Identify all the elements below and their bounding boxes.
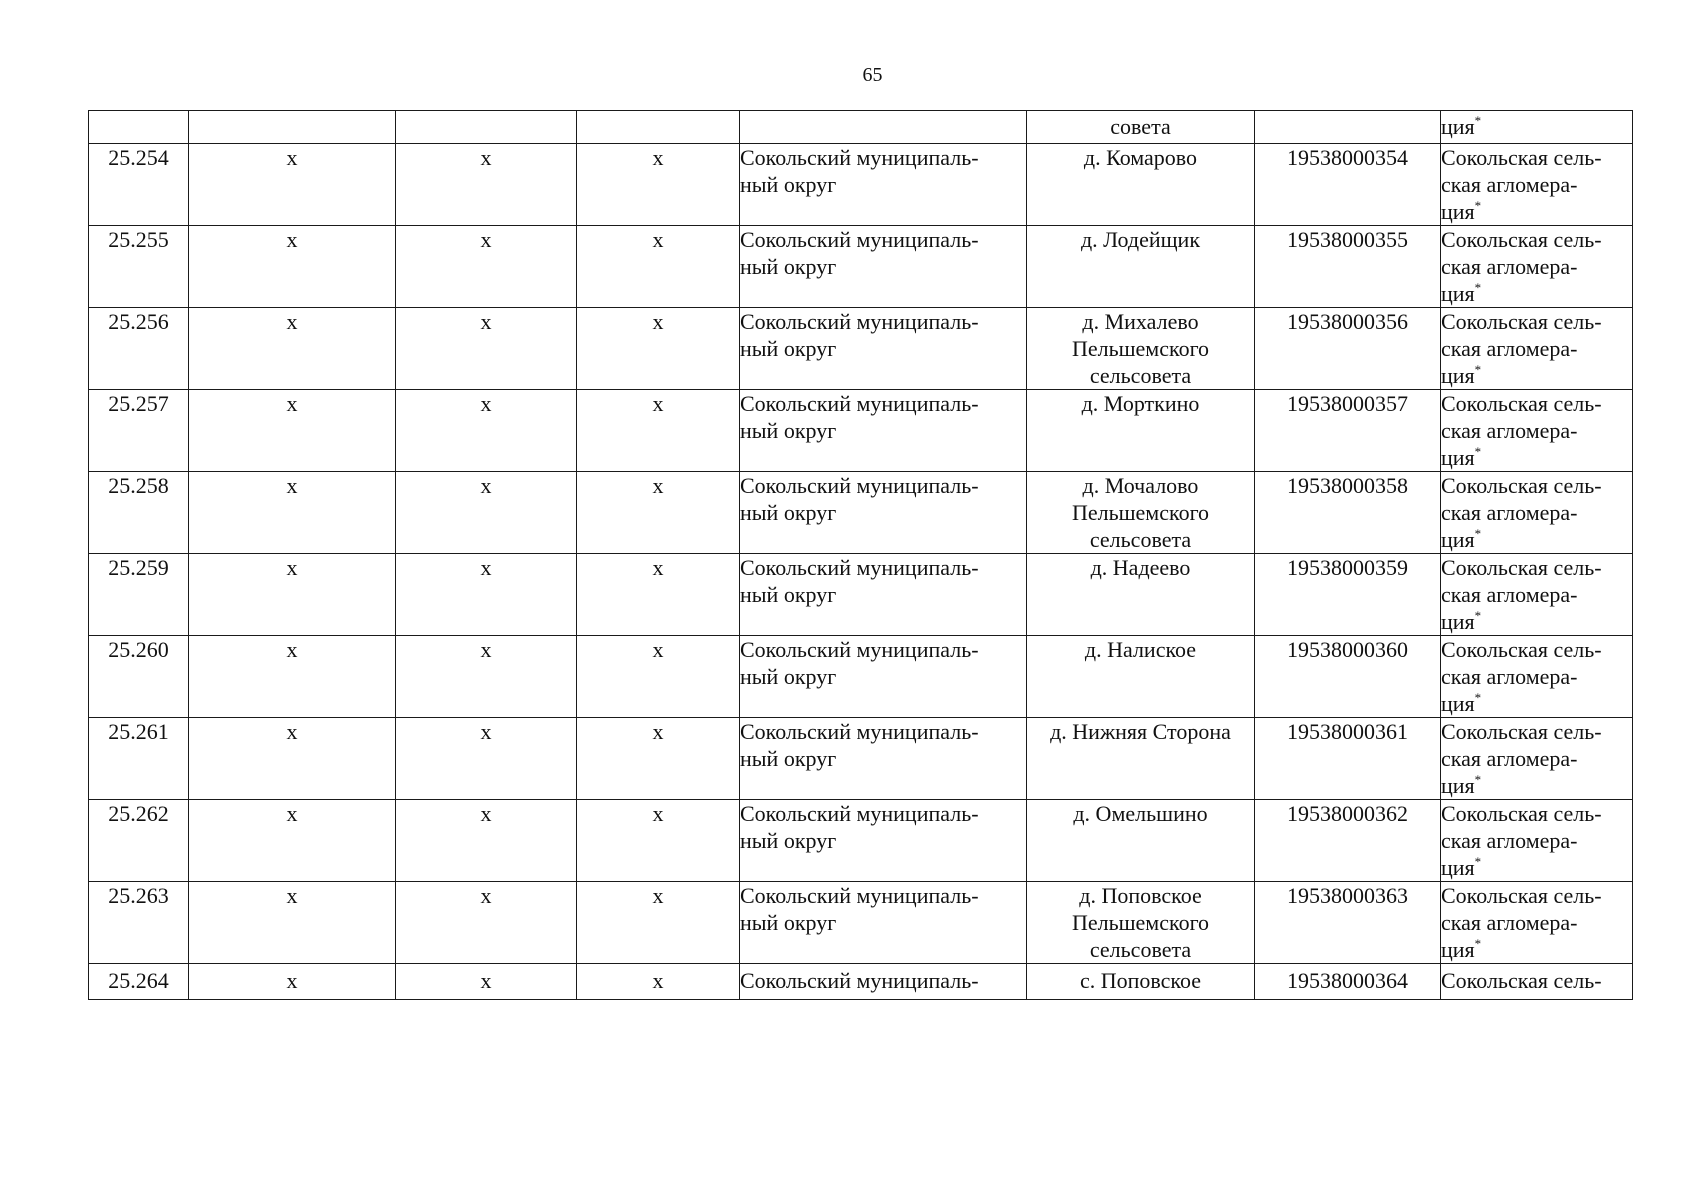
cell-x2: х <box>396 472 577 554</box>
agglomeration-line: ская агломера- <box>1441 746 1578 771</box>
footnote-mark: * <box>1474 362 1482 377</box>
cell-municipality <box>740 144 1027 226</box>
agglomeration-line: Сокольская сель- <box>1441 309 1602 334</box>
locality-line: Пельшемского <box>1071 336 1210 361</box>
cell-locality <box>1027 226 1255 308</box>
cell-code: 19538000363 <box>1255 882 1441 964</box>
cell-locality: с. Поповское <box>1027 964 1255 1000</box>
municipality-line: ный округ <box>740 500 837 525</box>
locality-line: сельсовета <box>1089 363 1192 388</box>
cell-locality <box>1027 472 1255 554</box>
cell-x1 <box>189 111 396 144</box>
cell-x3: х <box>577 636 740 718</box>
cell-num: 25.264 <box>89 964 189 1000</box>
cell-agglomeration <box>1441 308 1633 390</box>
municipality-line: ный округ <box>740 664 837 689</box>
cell-x2: х <box>396 800 577 882</box>
table-row <box>89 554 1633 636</box>
cell-num: 25.257 <box>89 390 189 472</box>
municipality-line: Сокольский муниципаль- <box>740 227 979 252</box>
cell-locality <box>1027 882 1255 964</box>
locality-line: д. Омельшино <box>1073 801 1208 826</box>
cell-code: 19538000361 <box>1255 718 1441 800</box>
footnote-mark: * <box>1474 854 1482 869</box>
cell-code: 19538000362 <box>1255 800 1441 882</box>
cell-municipality <box>740 882 1027 964</box>
cell-municipality <box>740 554 1027 636</box>
agglomeration-line: ция* <box>1441 444 1482 470</box>
cell-x2: х <box>396 390 577 472</box>
cell-municipality <box>740 718 1027 800</box>
agglomeration-line: ция* <box>1441 198 1482 224</box>
cell-agglomeration <box>1441 111 1633 144</box>
cell-x3: х <box>577 390 740 472</box>
cell-num: 25.260 <box>89 636 189 718</box>
cell-x1: х <box>189 882 396 964</box>
cell-x2: х <box>396 718 577 800</box>
cell-locality <box>1027 144 1255 226</box>
agglomeration-line: ская агломера- <box>1441 582 1578 607</box>
agglomeration-line: ция* <box>1441 280 1482 306</box>
municipality-line: ный округ <box>740 582 837 607</box>
municipality-line: ный округ <box>740 254 837 279</box>
agglomeration-line: ская агломера- <box>1441 336 1578 361</box>
footnote-mark: * <box>1474 280 1482 295</box>
cell-locality <box>1027 111 1255 144</box>
cell-x3: х <box>577 964 740 1000</box>
table-row-continuation <box>89 111 1633 144</box>
cell-x1: х <box>189 308 396 390</box>
locality-line: д. Комарово <box>1083 145 1198 170</box>
settlements-table <box>88 110 1633 1000</box>
cell-agglomeration <box>1441 554 1633 636</box>
municipality-line: ный округ <box>740 746 837 771</box>
agglomeration-line: ция* <box>1441 608 1482 634</box>
locality-line: д. Морткино <box>1081 391 1200 416</box>
cell-code: 19538000355 <box>1255 226 1441 308</box>
footnote-mark: * <box>1474 198 1482 213</box>
cell-locality <box>1027 554 1255 636</box>
agglomeration-line: Сокольская сель- <box>1441 391 1602 416</box>
cell-code: 19538000357 <box>1255 390 1441 472</box>
agglomeration-line: ция* <box>1441 362 1482 388</box>
cell-agglomeration <box>1441 882 1633 964</box>
footnote-mark: * <box>1474 690 1482 705</box>
municipality-line: ный округ <box>740 336 837 361</box>
cell-x3: х <box>577 800 740 882</box>
cell-num: 25.259 <box>89 554 189 636</box>
cell-num: 25.261 <box>89 718 189 800</box>
footnote-mark: * <box>1474 444 1482 459</box>
cell-x3: х <box>577 718 740 800</box>
cell-num: 25.255 <box>89 226 189 308</box>
cell-agglomeration <box>1441 636 1633 718</box>
cell-x2: х <box>396 554 577 636</box>
locality-line: сельсовета <box>1089 937 1192 962</box>
agglomeration-line: Сокольская сель- <box>1441 719 1602 744</box>
cell-x1: х <box>189 964 396 1000</box>
cell-locality <box>1027 636 1255 718</box>
cell-code: 19538000354 <box>1255 144 1441 226</box>
cell-agglomeration <box>1441 800 1633 882</box>
table-row <box>89 226 1633 308</box>
cell-x2: х <box>396 964 577 1000</box>
cell-x3: х <box>577 144 740 226</box>
cell-agglomeration: Сокольская сель- <box>1441 964 1633 1000</box>
locality-line: д. Надеево <box>1090 555 1191 580</box>
locality-line: Пельшемского <box>1071 910 1210 935</box>
cell-municipality <box>740 472 1027 554</box>
cell-municipality <box>740 308 1027 390</box>
table-row <box>89 636 1633 718</box>
locality-line: д. Поповское <box>1079 883 1202 908</box>
agglomeration-line: ская агломера- <box>1441 910 1578 935</box>
page-number: 65 <box>862 64 883 86</box>
cell-locality <box>1027 800 1255 882</box>
municipality-line: ный округ <box>740 828 837 853</box>
locality-line: Пельшемского <box>1071 500 1210 525</box>
municipality-line: Сокольский муниципаль- <box>740 391 979 416</box>
agglomeration-line: ция* <box>1441 690 1482 716</box>
agglomeration-line: ция* <box>1441 526 1482 552</box>
cell-x2: х <box>396 308 577 390</box>
cell-municipality <box>740 636 1027 718</box>
cell-code: 19538000364 <box>1255 964 1441 1000</box>
agglomeration-line: ская агломера- <box>1441 254 1578 279</box>
municipality-line: Сокольский муниципаль- <box>740 719 979 744</box>
table-row <box>89 308 1633 390</box>
cell-municipality <box>740 111 1027 144</box>
agglomeration-line: Сокольская сель- <box>1441 473 1602 498</box>
locality-text: совета <box>1110 114 1171 139</box>
cell-x3: х <box>577 472 740 554</box>
cell-x1: х <box>189 472 396 554</box>
municipality-line: Сокольский муниципаль- <box>740 473 979 498</box>
municipality-line: ный округ <box>740 910 837 935</box>
locality-line: д. Нижняя Сторона <box>1050 719 1231 744</box>
cell-municipality: Сокольский муниципаль- <box>740 964 1027 1000</box>
table-row <box>89 472 1633 554</box>
cell-x2: х <box>396 144 577 226</box>
cell-municipality <box>740 800 1027 882</box>
footnote-mark: * <box>1474 772 1482 787</box>
table-row <box>89 144 1633 226</box>
cell-x3: х <box>577 308 740 390</box>
footnote-mark: * <box>1474 608 1482 623</box>
locality-line: д. Михалево <box>1082 309 1199 334</box>
table-row <box>89 800 1633 882</box>
agglomeration-line: ская агломера- <box>1441 418 1578 443</box>
municipality-line: Сокольский муниципаль- <box>740 555 979 580</box>
cell-num: 25.262 <box>89 800 189 882</box>
footnote-mark: * <box>1474 936 1482 951</box>
municipality-line: Сокольский муниципаль- <box>740 145 979 170</box>
agglomeration-text: ция <box>1441 114 1475 139</box>
cell-x1: х <box>189 226 396 308</box>
footnote-mark: * <box>1474 526 1482 541</box>
municipality-line: Сокольский муниципаль- <box>740 883 979 908</box>
municipality-line: ный округ <box>740 172 837 197</box>
locality-line: д. Лодейщик <box>1080 227 1201 252</box>
agglomeration-line: Сокольская сель- <box>1441 883 1602 908</box>
agglomeration-line: ская агломера- <box>1441 172 1578 197</box>
table-row <box>89 882 1633 964</box>
cell-x1: х <box>189 144 396 226</box>
municipality-line: Сокольский муниципаль- <box>740 309 979 334</box>
cell-municipality <box>740 390 1027 472</box>
agglomeration-line: ская агломера- <box>1441 828 1578 853</box>
locality-line: сельсовета <box>1089 527 1192 552</box>
cell-code: 19538000358 <box>1255 472 1441 554</box>
cell-x1: х <box>189 800 396 882</box>
agglomeration-line: ская агломера- <box>1441 664 1578 689</box>
cell-x3: х <box>577 226 740 308</box>
municipality-line: ный округ <box>740 418 837 443</box>
cell-x1: х <box>189 554 396 636</box>
cell-agglomeration <box>1441 718 1633 800</box>
agglomeration-line: Сокольская сель- <box>1441 227 1602 252</box>
cell-code: 19538000360 <box>1255 636 1441 718</box>
cell-code <box>1255 111 1441 144</box>
cell-agglomeration <box>1441 390 1633 472</box>
locality-line: д. Мочалово <box>1082 473 1199 498</box>
footnote-mark: * <box>1474 113 1482 128</box>
table-row <box>89 390 1633 472</box>
agglomeration-line: Сокольская сель- <box>1441 555 1602 580</box>
table-row <box>89 718 1633 800</box>
agglomeration-line: Сокольская сель- <box>1441 801 1602 826</box>
cell-x2: х <box>396 636 577 718</box>
cell-locality <box>1027 390 1255 472</box>
agglomeration-line: ция* <box>1441 772 1482 798</box>
locality-line: д. Налиское <box>1084 637 1197 662</box>
cell-x3: х <box>577 882 740 964</box>
cell-x1: х <box>189 390 396 472</box>
cell-x2 <box>396 111 577 144</box>
agglomeration-line: Сокольская сель- <box>1441 145 1602 170</box>
cell-agglomeration <box>1441 226 1633 308</box>
municipality-line: Сокольский муниципаль- <box>740 637 979 662</box>
cell-x2: х <box>396 226 577 308</box>
table-row <box>89 964 1633 1000</box>
cell-code: 19538000359 <box>1255 554 1441 636</box>
cell-locality <box>1027 308 1255 390</box>
agglomeration-line: ция* <box>1441 854 1482 880</box>
cell-num: 25.254 <box>89 144 189 226</box>
cell-x1: х <box>189 718 396 800</box>
cell-x1: х <box>189 636 396 718</box>
cell-num: 25.258 <box>89 472 189 554</box>
agglomeration-line: Сокольская сель- <box>1441 637 1602 662</box>
cell-num <box>89 111 189 144</box>
municipality-line: Сокольский муниципаль- <box>740 801 979 826</box>
cell-x3: х <box>577 554 740 636</box>
cell-code: 19538000356 <box>1255 308 1441 390</box>
cell-agglomeration <box>1441 472 1633 554</box>
agglomeration-line: ция* <box>1441 936 1482 962</box>
cell-agglomeration <box>1441 144 1633 226</box>
cell-x3 <box>577 111 740 144</box>
agglomeration-line: ская агломера- <box>1441 500 1578 525</box>
cell-municipality <box>740 226 1027 308</box>
cell-locality <box>1027 718 1255 800</box>
cell-num: 25.256 <box>89 308 189 390</box>
cell-num: 25.263 <box>89 882 189 964</box>
table-body <box>89 111 1633 1000</box>
cell-x2: х <box>396 882 577 964</box>
